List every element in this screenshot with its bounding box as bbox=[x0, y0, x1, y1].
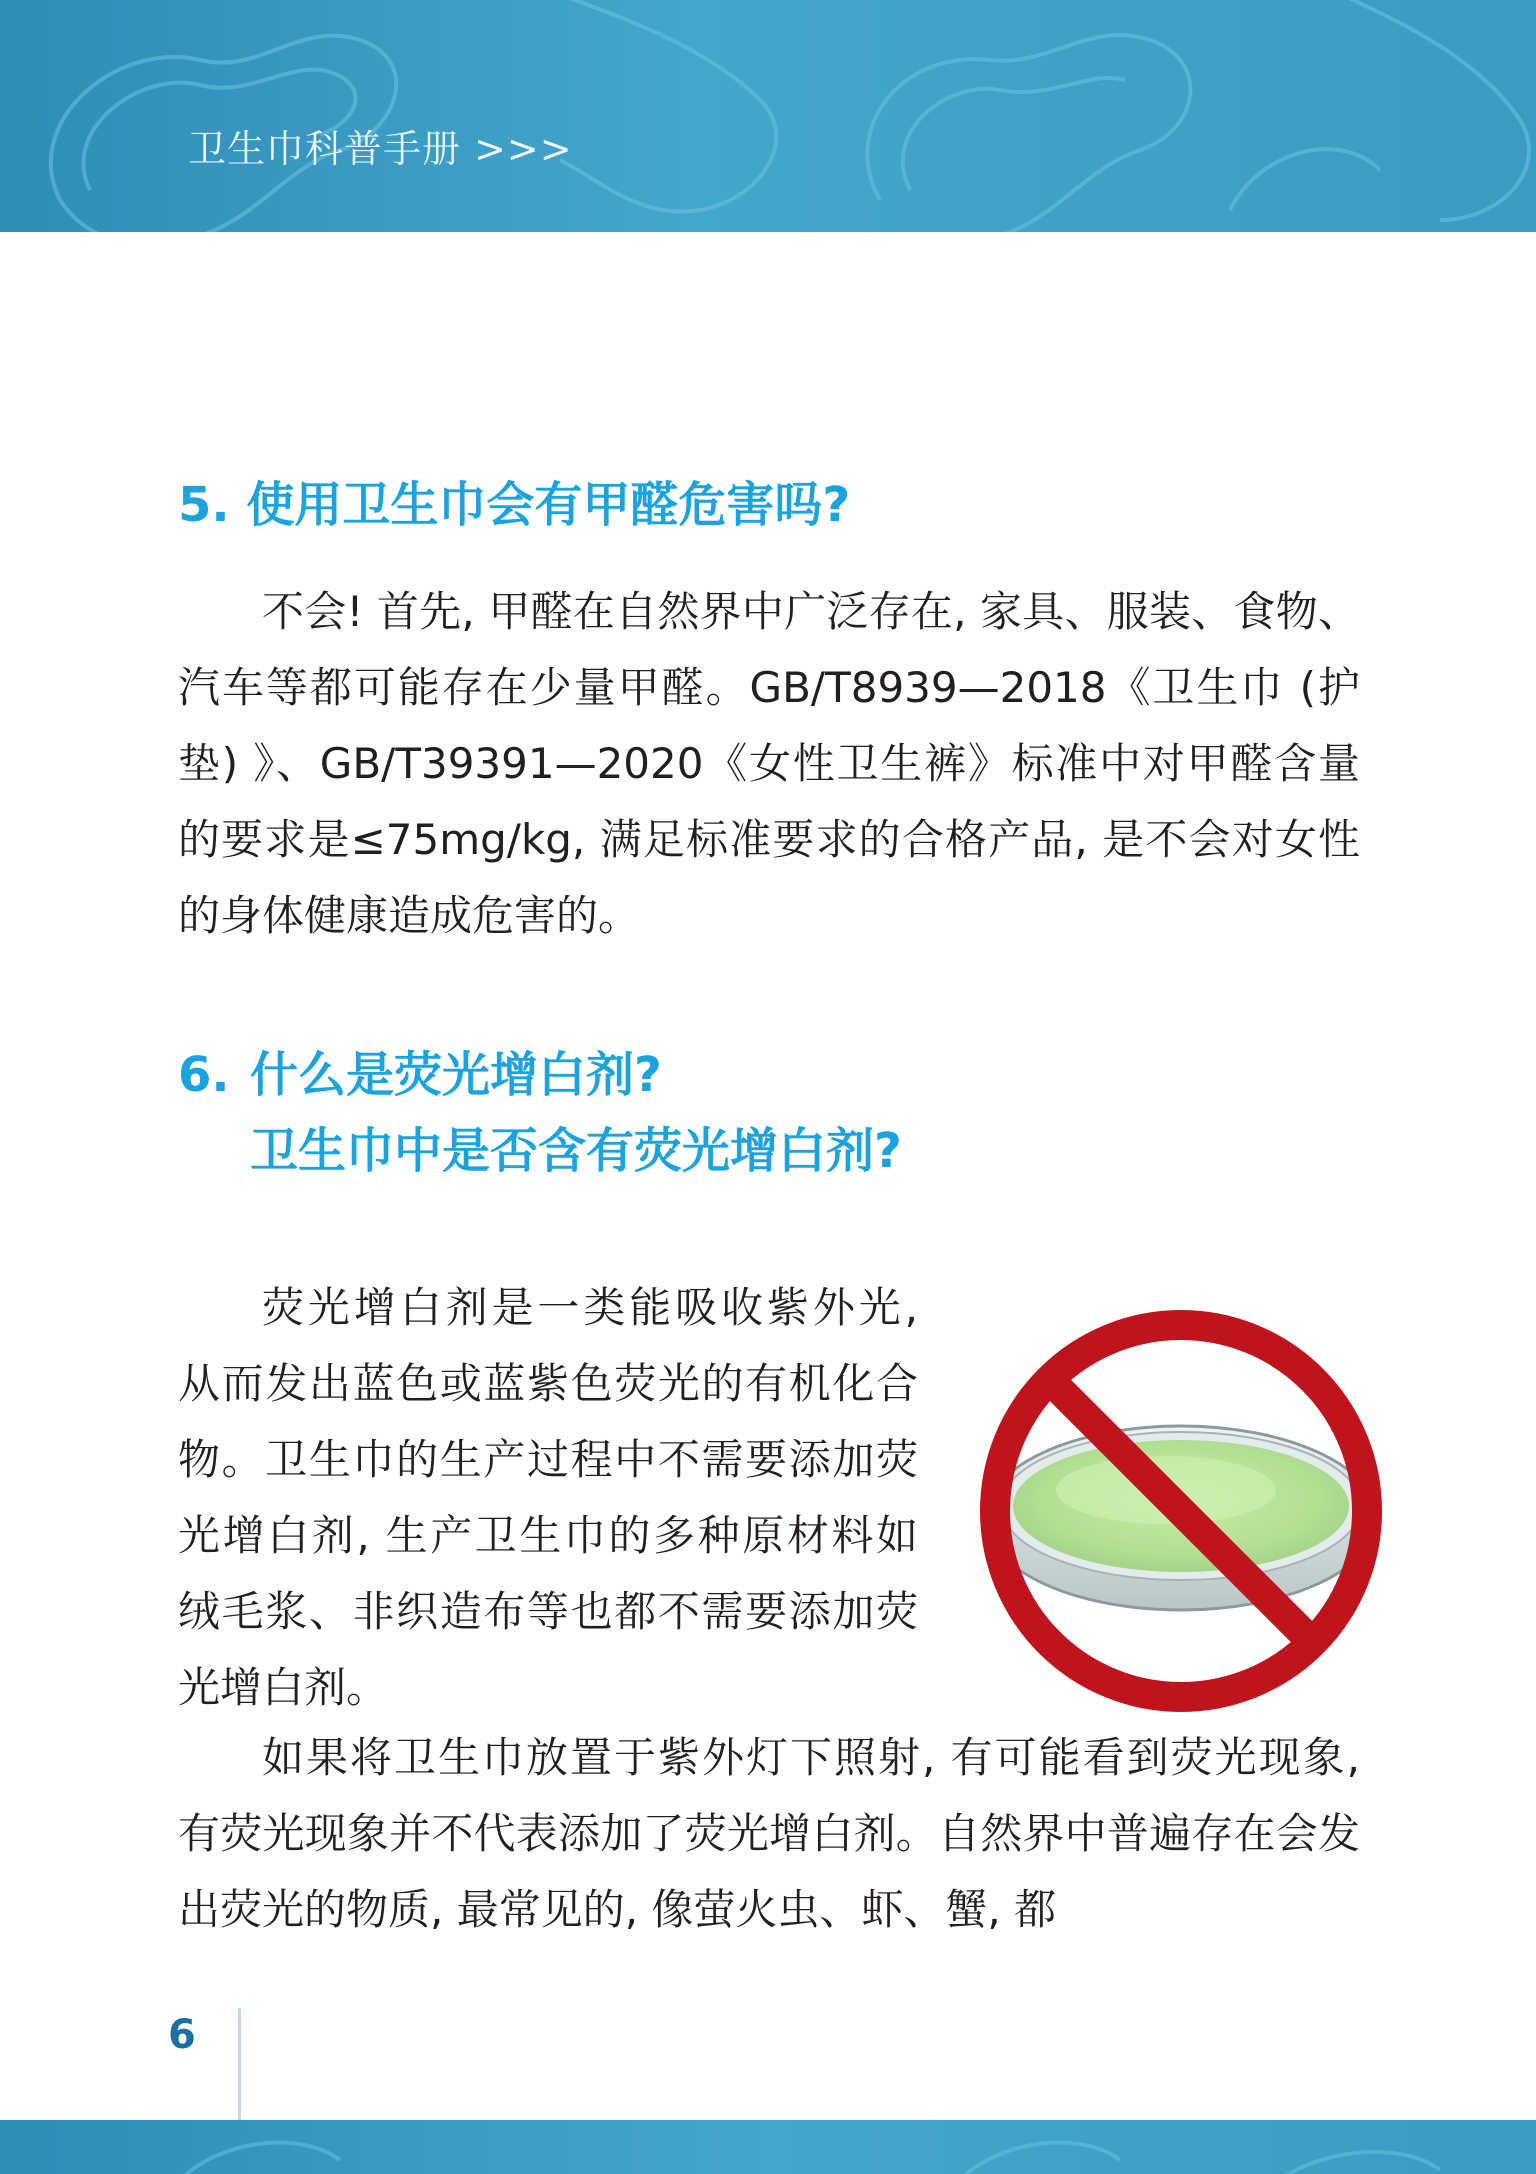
page-number-divider bbox=[238, 2008, 241, 2120]
section-6-title-text-1: 什么是荧光增白剂? bbox=[250, 1047, 662, 1103]
section-6-number: 6. bbox=[178, 1047, 230, 1103]
footer-pattern-icon bbox=[0, 2120, 1536, 2174]
section-5-body: 不会! 首先, 甲醛在自然界中广泛存在, 家具、服装、食物、汽车等都可能存在少量甲醛。GB/T8939—2018《卫生巾 (护垫) 》、GB/T39391—2020《女性卫生裤》标准中对甲醛含量的要求是≤75mg/kg, 满足标准要求的合格产品, 是不会对女性的身体健康造成危害的。 bbox=[178, 587, 1360, 940]
footer-band bbox=[0, 2120, 1536, 2174]
sanitary-pad-pattern-icon bbox=[0, 0, 1536, 232]
section-6-body-1: 荧光增白剂是一类能吸收紫外光, 从而发出蓝色或蓝紫色荧光的有机化合物。卫生巾的生产过程中不需要添加荧光增白剂, 生产卫生巾的多种原材料如绒毛浆、非织造布等也都不需要添加荧光增白剂。 bbox=[178, 1283, 918, 1712]
section-6-title-line2: 卫生巾中是否含有荧光增白剂? bbox=[250, 1123, 902, 1179]
section-6-body-2: 如果将卫生巾放置于紫外灯下照射, 有可能看到荧光现象, 有荧光现象并不代表添加了荧光增白剂。自然界中普遍存在会发出荧光的物质, 最常见的, 像萤火虫、虾、蟹, 都 bbox=[178, 1733, 1360, 1934]
no-fluorescent-agent-icon bbox=[976, 1306, 1386, 1716]
section-5-title: 5. 使用卫生巾会有甲醛危害吗? bbox=[178, 477, 851, 533]
page-number: 6 bbox=[168, 2012, 196, 2058]
header-band bbox=[0, 0, 1536, 232]
header-title: 卫生巾科普手册 >>> bbox=[188, 127, 573, 171]
section-6-title-line1 bbox=[178, 1036, 662, 1105]
